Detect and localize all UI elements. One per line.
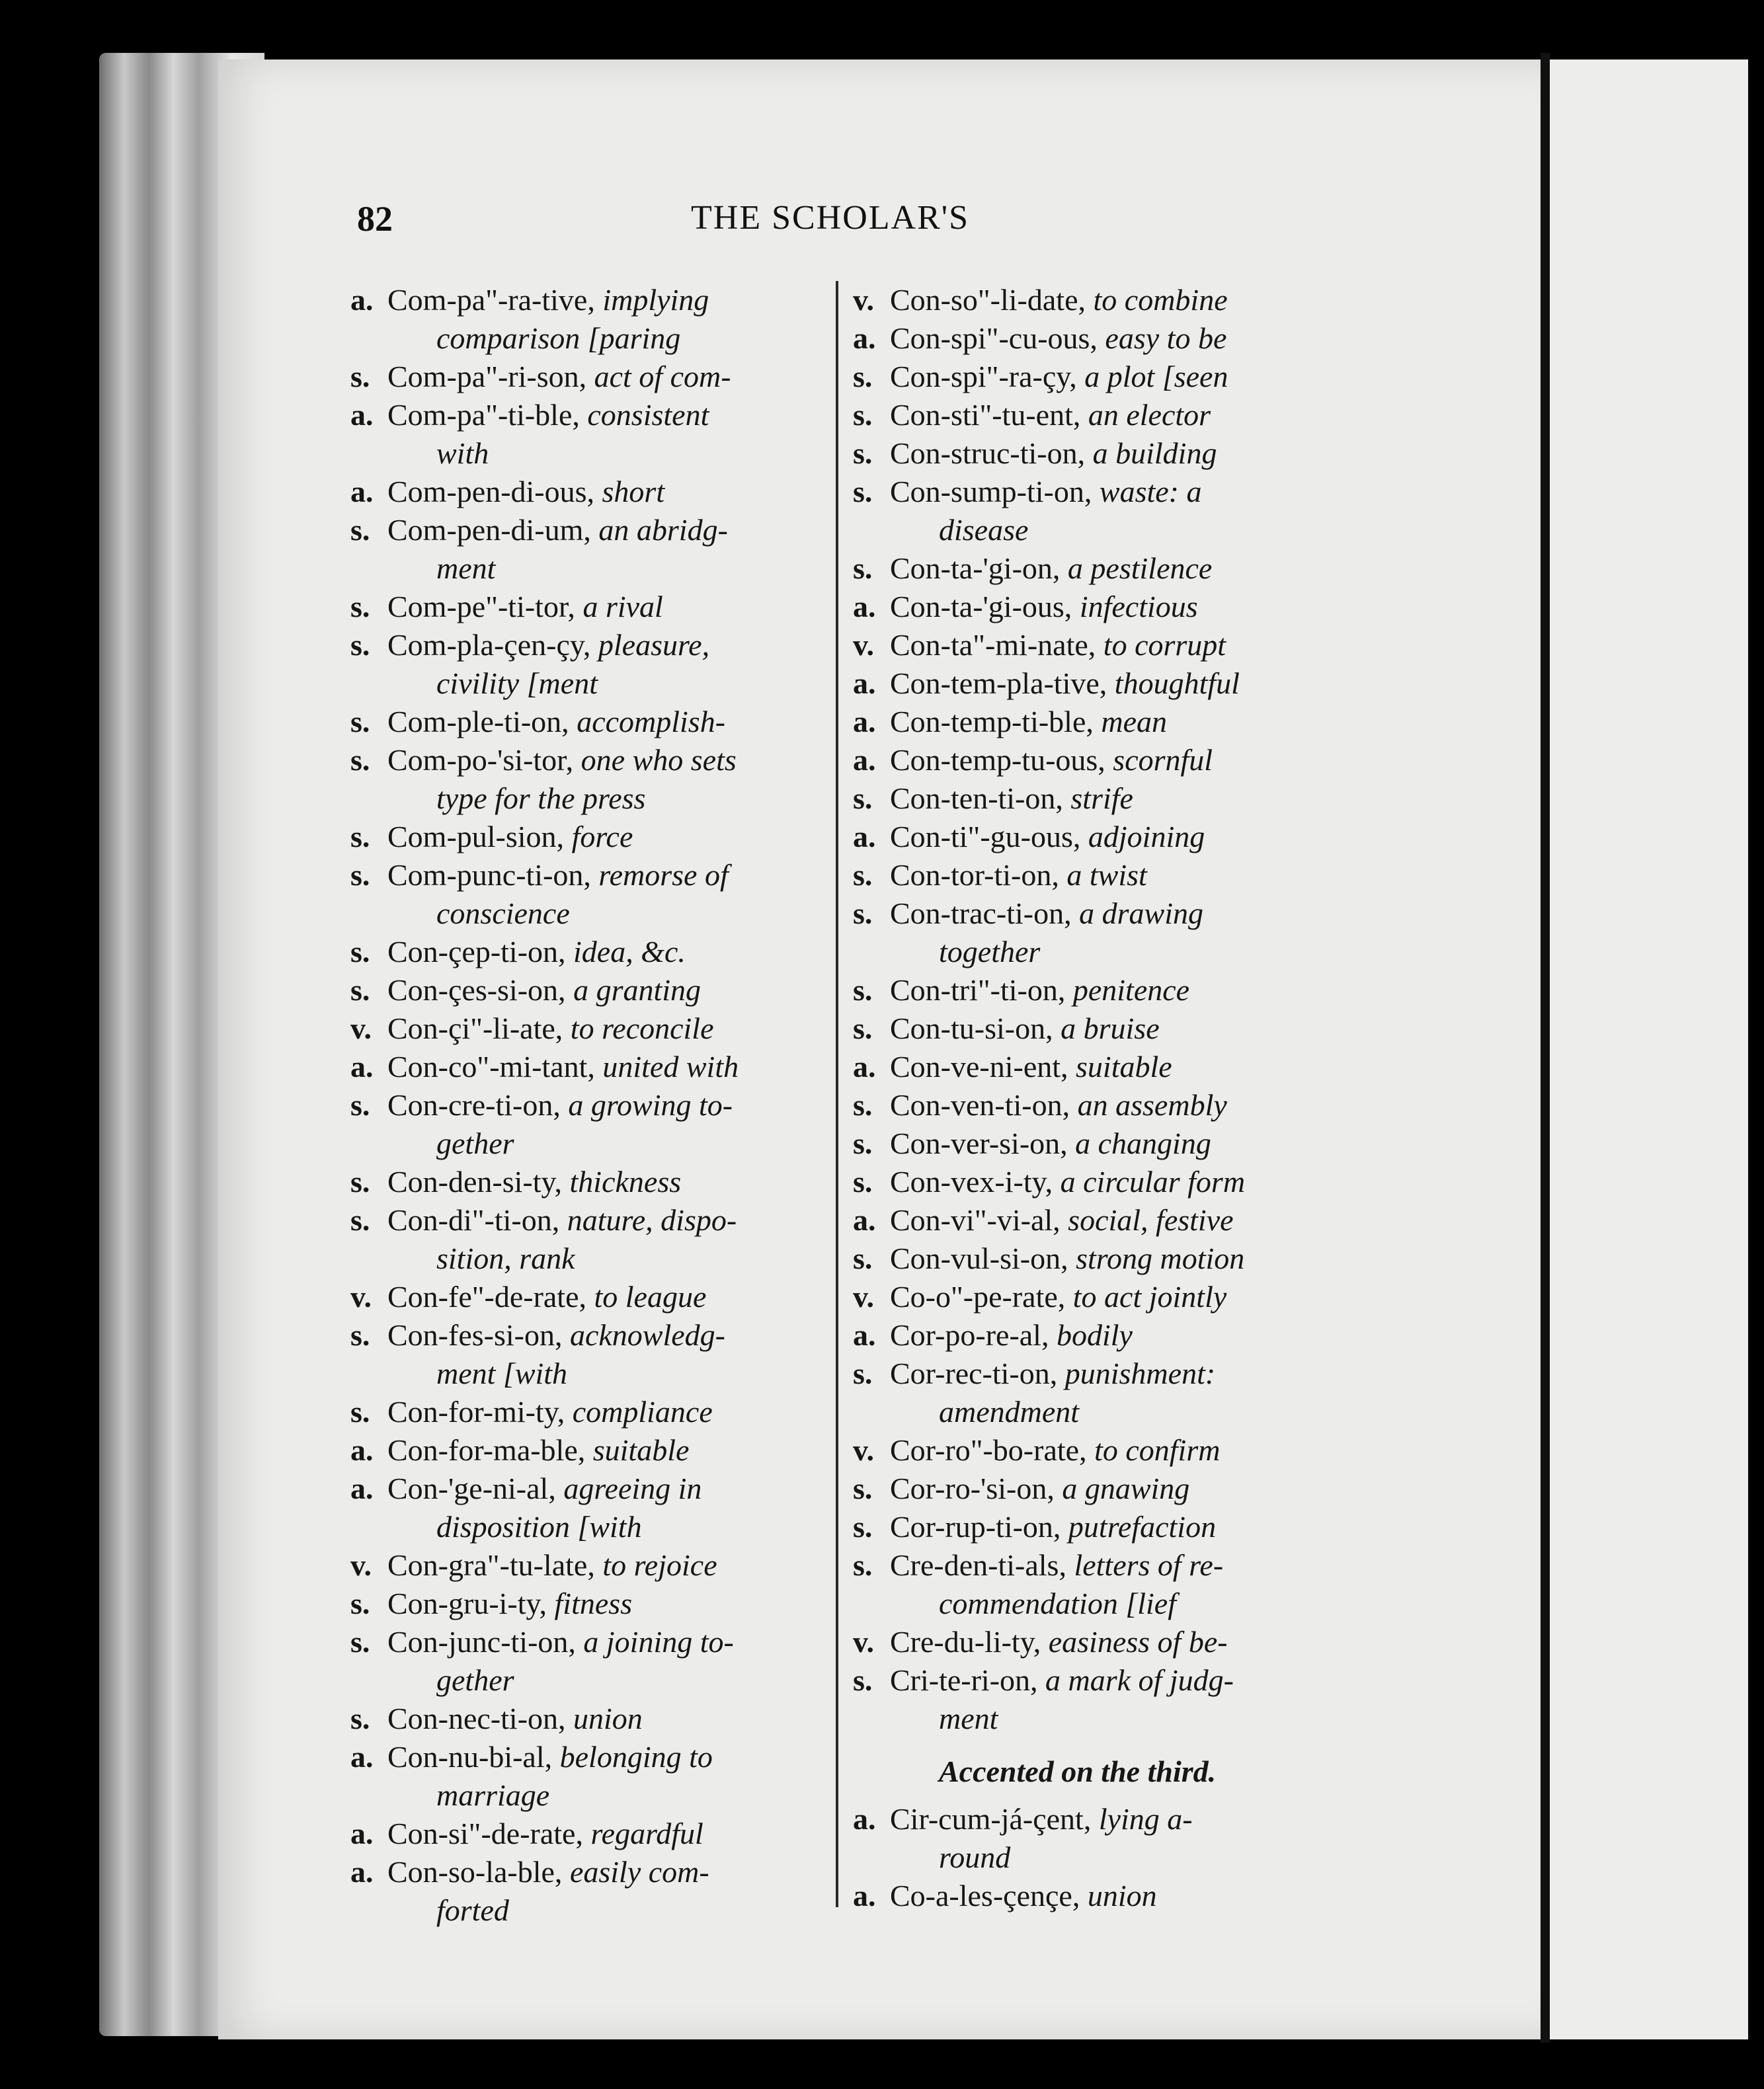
dictionary-entry — [853, 894, 1369, 933]
dictionary-entry — [853, 1278, 1369, 1316]
part-of-speech: s. — [853, 896, 873, 930]
headword: Con-temp-tu-ous, — [890, 743, 1105, 777]
definition: united with — [602, 1050, 739, 1084]
headword: Con-for-ma-ble, — [387, 1433, 586, 1467]
headword: Con-tri"-ti-on, — [890, 973, 1066, 1007]
dictionary-entry — [853, 779, 1369, 818]
headword: Con-çes-si-on, — [387, 973, 566, 1007]
part-of-speech: a. — [853, 666, 876, 700]
part-of-speech: a. — [853, 590, 876, 623]
headword: Com-punc-ti-on, — [387, 858, 591, 892]
definition: suitable — [592, 1433, 690, 1467]
part-of-speech: a. — [853, 820, 876, 853]
definition: a changing — [1075, 1126, 1211, 1160]
definition: putrefaction — [1068, 1510, 1217, 1544]
dictionary-entry — [853, 626, 1369, 664]
dictionary-entry — [853, 1623, 1369, 1661]
dictionary-entry — [350, 1201, 840, 1240]
running-title: THE SCHOLAR'S — [691, 199, 970, 237]
definition: act of com- — [594, 360, 731, 393]
headword: Com-pa"-ra-tive, — [387, 283, 595, 317]
part-of-speech: v. — [853, 1433, 874, 1467]
definition: easiness of be- — [1048, 1625, 1228, 1659]
dictionary-entry — [853, 664, 1369, 703]
headword: Con-den-si-ty, — [387, 1165, 563, 1199]
entry-continuation: conscience — [436, 896, 570, 930]
entry-continuation: commendation [lief — [939, 1587, 1176, 1620]
dictionary-entry — [350, 971, 840, 1009]
definition: a mark of judg- — [1045, 1663, 1234, 1697]
definition: easy to be — [1105, 321, 1227, 355]
headword: Co-a-les-çençe, — [890, 1879, 1080, 1912]
definition: thickness — [569, 1165, 682, 1199]
part-of-speech: a. — [853, 705, 876, 738]
headword: Con-for-mi-ty, — [387, 1395, 565, 1429]
part-of-speech: v. — [853, 628, 874, 662]
part-of-speech: s. — [853, 1663, 873, 1697]
definition: a bruise — [1061, 1011, 1160, 1045]
part-of-speech: s. — [350, 1587, 370, 1620]
entry-continuation: ment [with — [436, 1357, 568, 1390]
dictionary-entry — [350, 1009, 840, 1048]
definition: bodily — [1056, 1318, 1133, 1352]
definition: a pestilence — [1067, 551, 1213, 585]
definition: suitable — [1076, 1050, 1172, 1084]
headword: Con-junc-ti-on, — [387, 1625, 576, 1659]
dictionary-entry — [853, 1086, 1369, 1124]
definition: strong motion — [1076, 1242, 1245, 1275]
headword: Con-sti"-tu-ent, — [890, 398, 1081, 432]
dictionary-entry — [853, 1163, 1369, 1201]
headword: Com-pa"-ri-son, — [387, 360, 587, 393]
headword: Con-nec-ti-on, — [387, 1702, 566, 1735]
dictionary-entry — [350, 1316, 840, 1355]
definition: lying a- — [1098, 1802, 1193, 1836]
definition: a granting — [573, 973, 702, 1007]
dictionary-entry — [853, 1800, 1369, 1838]
headword: Con-vi"-vi-al, — [890, 1203, 1061, 1237]
definition: idea, &c. — [573, 935, 686, 968]
definition: a drawing — [1079, 896, 1204, 930]
headword: Con-sump-ti-on, — [890, 475, 1092, 508]
right-column-entries — [853, 281, 1369, 1738]
headword: Con-ven-ti-on, — [890, 1088, 1070, 1122]
headword: Con-so"-li-date, — [890, 283, 1086, 317]
headword: Cor-rup-ti-on, — [890, 1510, 1061, 1544]
definition: consistent — [587, 398, 709, 432]
dictionary-entry — [853, 1431, 1369, 1470]
part-of-speech: s. — [853, 1242, 873, 1275]
definition: thoughtful — [1114, 666, 1240, 700]
dictionary-entry — [853, 1470, 1369, 1508]
dictionary-entry — [350, 511, 840, 549]
dictionary-entry — [350, 1393, 840, 1431]
part-of-speech: s. — [853, 781, 873, 815]
dictionary-entry — [350, 1163, 840, 1201]
headword: Con-'ge-ni-al, — [387, 1472, 556, 1505]
headword: Com-pen-di-um, — [387, 513, 591, 547]
part-of-speech: a. — [350, 283, 374, 317]
dictionary-entry — [853, 856, 1369, 894]
headword: Con-si"-de-rate, — [387, 1817, 583, 1850]
dictionary-entry — [853, 1355, 1369, 1393]
definition: waste: a — [1099, 475, 1202, 508]
definition: to league — [594, 1280, 707, 1314]
headword: Con-gra"-tu-late, — [387, 1548, 595, 1582]
definition: a gnawing — [1062, 1472, 1190, 1505]
definition: implying — [602, 283, 709, 317]
headword: Com-pen-di-ous, — [387, 475, 595, 508]
definition: one who sets — [581, 743, 737, 777]
part-of-speech: a. — [350, 398, 374, 432]
dictionary-entry — [350, 1623, 840, 1661]
part-of-speech: a. — [853, 1879, 876, 1912]
dictionary-entry — [853, 971, 1369, 1009]
part-of-speech: s. — [350, 1165, 370, 1199]
definition: short — [602, 475, 665, 508]
headword: Con-spi"-ra-çy, — [890, 360, 1077, 393]
headword: Con-tu-si-on, — [890, 1011, 1053, 1045]
part-of-speech: s. — [853, 398, 873, 432]
dictionary-entry — [853, 818, 1369, 856]
dictionary-entry — [350, 281, 840, 319]
headword: Con-nu-bi-al, — [387, 1740, 553, 1774]
definition: nature, dispo- — [567, 1203, 737, 1237]
entry-continuation: forted — [436, 1893, 509, 1927]
dictionary-entry — [853, 1201, 1369, 1240]
dictionary-entry — [853, 1508, 1369, 1546]
headword: Cre-den-ti-als, — [890, 1548, 1066, 1582]
part-of-speech: v. — [350, 1548, 372, 1582]
dictionary-entry — [853, 1546, 1369, 1585]
headword: Con-ta-'gi-on, — [890, 551, 1061, 585]
definition: pleasure, — [598, 628, 710, 662]
dictionary-entry — [350, 1585, 840, 1623]
headword: Con-co"-mi-tant, — [387, 1050, 595, 1084]
dictionary-entry — [853, 1661, 1369, 1700]
part-of-speech: s. — [350, 705, 370, 738]
headword: Con-ti"-gu-ous, — [890, 820, 1081, 853]
section-heading: Accented on the third. — [939, 1754, 1217, 1788]
definition: an elector — [1088, 398, 1211, 432]
entry-continuation: round — [939, 1840, 1011, 1874]
definition: to corrupt — [1103, 628, 1226, 662]
part-of-speech: v. — [853, 1280, 874, 1314]
headword: Con-çep-ti-on, — [387, 935, 566, 968]
entry-continuation: gether — [436, 1126, 514, 1160]
dictionary-entry — [853, 1316, 1369, 1355]
part-of-speech: s. — [853, 973, 873, 1007]
part-of-speech: a. — [350, 1817, 374, 1850]
definition: regardful — [590, 1817, 703, 1850]
dictionary-entry — [350, 1278, 840, 1316]
headword: Con-fes-si-on, — [387, 1318, 563, 1352]
facing-page — [1550, 59, 1748, 2039]
part-of-speech: s. — [350, 820, 370, 853]
dictionary-entry — [350, 396, 840, 434]
headword: Con-di"-ti-on, — [387, 1203, 560, 1237]
part-of-speech: v. — [853, 1625, 874, 1659]
entry-continuation: with — [436, 436, 489, 470]
part-of-speech: s. — [853, 1357, 873, 1390]
headword: Con-çi"-li-ate, — [387, 1011, 563, 1045]
definition: a plot [seen — [1084, 360, 1228, 393]
headword: Con-ve-ni-ent, — [890, 1050, 1068, 1084]
headword: Con-ten-ti-on, — [890, 781, 1063, 815]
dictionary-entry — [853, 703, 1369, 741]
definition: a twist — [1066, 858, 1147, 892]
definition: penitence — [1072, 973, 1190, 1007]
definition: to reconcile — [570, 1011, 714, 1045]
dictionary-entry — [350, 703, 840, 741]
headword: Con-gru-i-ty, — [387, 1587, 547, 1620]
dictionary-entry — [853, 358, 1369, 396]
definition: fitness — [554, 1587, 633, 1620]
entry-continuation: comparison [paring — [436, 321, 681, 355]
headword: Con-struc-ti-on, — [890, 436, 1086, 470]
part-of-speech: s. — [853, 1165, 873, 1199]
definition: punishment: — [1064, 1357, 1216, 1390]
part-of-speech: a. — [350, 1472, 374, 1505]
dictionary-entry — [853, 1877, 1369, 1915]
entry-continuation: marriage — [436, 1778, 550, 1812]
part-of-speech: s. — [350, 360, 370, 393]
left-column — [350, 281, 840, 1930]
definition: a circular form — [1060, 1165, 1246, 1199]
part-of-speech: v. — [853, 283, 874, 317]
headword: Com-pul-sion, — [387, 820, 565, 853]
part-of-speech: a. — [853, 1203, 876, 1237]
definition: easily com- — [569, 1855, 709, 1889]
entry-continuation: disposition [with — [436, 1510, 642, 1544]
dictionary-entry — [853, 434, 1369, 473]
headword: Con-vex-i-ty, — [890, 1165, 1053, 1199]
dictionary-entry — [350, 818, 840, 856]
headword: Con-vul-si-on, — [890, 1242, 1068, 1275]
entry-continuation: disease — [939, 513, 1029, 547]
part-of-speech: s. — [853, 1510, 873, 1544]
definition: to rejoice — [602, 1548, 717, 1582]
definition: remorse of — [598, 858, 729, 892]
dictionary-entry — [350, 1086, 840, 1124]
headword: Cor-po-re-al, — [890, 1318, 1049, 1352]
part-of-speech: s. — [350, 1625, 370, 1659]
definition: to combine — [1093, 283, 1228, 317]
part-of-speech: a. — [853, 1050, 876, 1084]
part-of-speech: s. — [350, 1395, 370, 1429]
dictionary-entry — [853, 396, 1369, 434]
part-of-speech: s. — [853, 1548, 873, 1582]
definition: mean — [1101, 705, 1168, 738]
part-of-speech: a. — [350, 1050, 374, 1084]
book-gutter — [1541, 53, 1550, 2043]
definition: belonging to — [559, 1740, 713, 1774]
part-of-speech: s. — [853, 858, 873, 892]
dictionary-entry — [350, 473, 840, 511]
part-of-speech: s. — [853, 1011, 873, 1045]
dictionary-entry — [350, 1815, 840, 1853]
part-of-speech: s. — [853, 1126, 873, 1160]
headword: Com-ple-ti-on, — [387, 705, 569, 738]
headword: Cir-cum-já-çent, — [890, 1802, 1092, 1836]
definition: accomplish- — [577, 705, 726, 738]
headword: Con-tem-pla-tive, — [890, 666, 1107, 700]
part-of-speech: a. — [853, 743, 876, 777]
part-of-speech: v. — [350, 1280, 372, 1314]
dictionary-entry — [350, 1738, 840, 1776]
headword: Cor-ro-'si-on, — [890, 1472, 1055, 1505]
part-of-speech: s. — [853, 436, 873, 470]
dictionary-entry — [853, 319, 1369, 358]
headword: Con-cre-ti-on, — [387, 1088, 561, 1122]
dictionary-entry — [350, 1700, 840, 1738]
headword: Com-pa"-ti-ble, — [387, 398, 580, 432]
headword: Con-ta"-mi-nate, — [890, 628, 1096, 662]
headword: Com-po-'si-tor, — [387, 743, 574, 777]
part-of-speech: a. — [350, 1740, 374, 1774]
column-rule — [836, 281, 838, 1907]
headword: Con-ta-'gi-ous, — [890, 590, 1072, 623]
headword: Con-trac-ti-on, — [890, 896, 1072, 930]
dictionary-entry — [853, 741, 1369, 779]
headword: Co-o"-pe-rate, — [890, 1280, 1066, 1314]
headword: Con-fe"-de-rate, — [387, 1280, 586, 1314]
definition: a building — [1092, 436, 1217, 470]
entry-continuation: ment — [939, 1702, 998, 1735]
part-of-speech: a. — [350, 1855, 374, 1889]
headword: Cor-ro"-bo-rate, — [890, 1433, 1087, 1467]
definition: letters of re- — [1074, 1548, 1224, 1582]
dictionary-entry — [853, 1240, 1369, 1278]
part-of-speech: s. — [350, 858, 370, 892]
part-of-speech: a. — [350, 1433, 374, 1467]
headword: Com-pe"-ti-tor, — [387, 590, 575, 623]
definition: to act jointly — [1072, 1280, 1227, 1314]
definition: infectious — [1079, 590, 1198, 623]
entry-continuation: ment — [436, 551, 496, 585]
entry-continuation: together — [939, 935, 1041, 968]
headword: Con-ver-si-on, — [890, 1126, 1068, 1160]
part-of-speech: a. — [853, 321, 876, 355]
definition: acknowledg- — [569, 1318, 725, 1352]
dictionary-entry — [350, 741, 840, 779]
definition: agreeing in — [563, 1472, 702, 1505]
part-of-speech: s. — [350, 743, 370, 777]
right-column-entries-after — [853, 1800, 1369, 1915]
dictionary-entry — [853, 549, 1369, 588]
running-head — [350, 192, 1342, 251]
part-of-speech: s. — [853, 475, 873, 508]
headword: Con-temp-ti-ble, — [890, 705, 1094, 738]
definition: an assembly — [1077, 1088, 1227, 1122]
definition: an abridg- — [598, 513, 728, 547]
definition: a growing to- — [568, 1088, 733, 1122]
right-column — [853, 281, 1369, 1915]
headword: Con-so-la-ble, — [387, 1855, 563, 1889]
dictionary-entry — [350, 588, 840, 626]
part-of-speech: a. — [853, 1318, 876, 1352]
part-of-speech: s. — [350, 1318, 370, 1352]
part-of-speech: s. — [350, 590, 370, 623]
part-of-speech: a. — [853, 1802, 876, 1836]
dictionary-entry — [350, 1546, 840, 1585]
dictionary-entry — [350, 1853, 840, 1891]
definition: scornful — [1113, 743, 1213, 777]
part-of-speech: a. — [350, 475, 374, 508]
part-of-speech: s. — [853, 1088, 873, 1122]
entry-continuation: civility [ment — [436, 666, 598, 700]
part-of-speech: s. — [350, 973, 370, 1007]
dictionary-entry — [350, 1470, 840, 1508]
dictionary-entry — [350, 856, 840, 894]
dictionary-entry — [853, 473, 1369, 511]
definition: a joining to- — [583, 1625, 734, 1659]
part-of-speech: s. — [853, 1472, 873, 1505]
entry-continuation: amendment — [939, 1395, 1080, 1429]
part-of-speech: v. — [350, 1011, 372, 1045]
definition: social, festive — [1068, 1203, 1234, 1237]
part-of-speech: s. — [350, 1203, 370, 1237]
dictionary-entry — [853, 1124, 1369, 1163]
headword: Com-pla-çen-çy, — [387, 628, 591, 662]
dictionary-entry — [853, 281, 1369, 319]
headword: Cor-rec-ti-on, — [890, 1357, 1058, 1390]
entry-continuation: gether — [436, 1663, 514, 1697]
part-of-speech: s. — [350, 1088, 370, 1122]
page-number: 82 — [357, 199, 393, 239]
part-of-speech: s. — [350, 628, 370, 662]
part-of-speech: s. — [350, 513, 370, 547]
definition: strife — [1070, 781, 1133, 815]
dictionary-entry — [350, 626, 840, 664]
definition: union — [573, 1702, 643, 1735]
definition: compliance — [572, 1395, 713, 1429]
definition: force — [571, 820, 633, 853]
part-of-speech: s. — [350, 935, 370, 968]
part-of-speech: s. — [853, 551, 873, 585]
definition: a rival — [582, 590, 663, 623]
dictionary-entry — [853, 1048, 1369, 1086]
dictionary-entry — [350, 1048, 840, 1086]
definition: adjoining — [1088, 820, 1205, 853]
part-of-speech: s. — [350, 1702, 370, 1735]
dictionary-entry — [350, 1431, 840, 1470]
headword: Con-spi"-cu-ous, — [890, 321, 1098, 355]
part-of-speech: s. — [853, 360, 873, 393]
definition: union — [1087, 1879, 1157, 1912]
headword: Con-tor-ti-on, — [890, 858, 1059, 892]
dictionary-entry — [853, 1009, 1369, 1048]
dictionary-entry — [853, 588, 1369, 626]
entry-continuation: type for the press — [436, 781, 646, 815]
entry-continuation: sition, rank — [436, 1242, 575, 1275]
headword: Cre-du-li-ty, — [890, 1625, 1041, 1659]
headword: Cri-te-ri-on, — [890, 1663, 1038, 1697]
dictionary-entry — [350, 358, 840, 396]
definition: to confirm — [1094, 1433, 1221, 1467]
dictionary-entry — [350, 933, 840, 971]
